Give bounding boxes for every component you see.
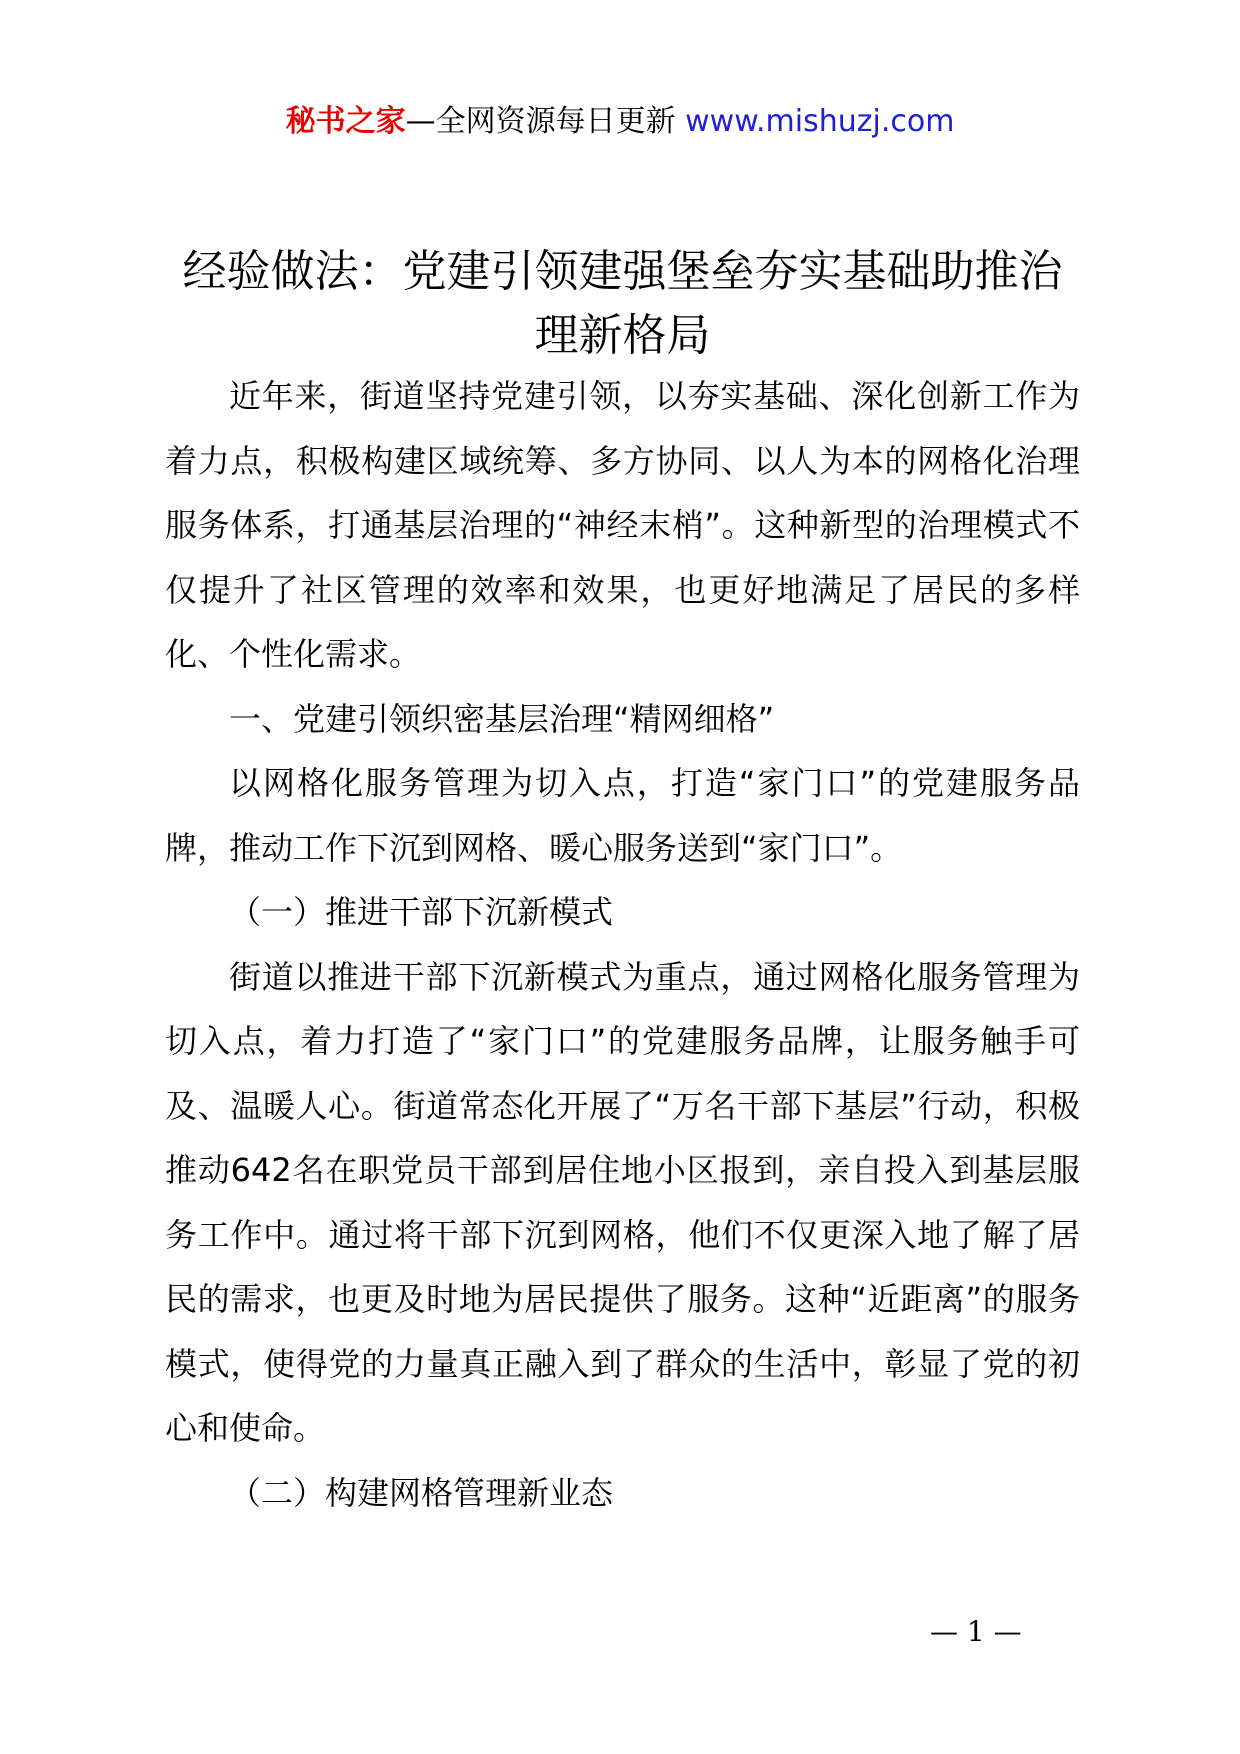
site-url-link[interactable]: www.mishuzj.com [685, 104, 955, 139]
paragraph-section-1: 以网格化服务管理为切入点，打造“家门口”的党建服务品牌，推动工作下沉到网格、暖心服务送到“家门口”。 [165, 764, 1080, 867]
heading-subsection-2: （二）构建网格管理新业态 [229, 1473, 614, 1512]
page-number: — 1 — [930, 1615, 1022, 1648]
heading-subsection-1: （一）推进干部下沉新模式 [229, 893, 614, 931]
site-header [0, 100, 1240, 144]
heading-section-1: 一、党建引领织密基层治理“精网细格” [229, 699, 775, 738]
site-slogan: —全网资源每日更新 [405, 104, 686, 139]
document-title: 经验做法：党建引领建强堡垒夯实基础助推治理新格局 [182, 246, 1063, 361]
document-body [165, 364, 1080, 1525]
site-name: 秘书之家 [285, 104, 406, 139]
paragraph-intro: 近年来，街道坚持党建引领，以夯实基础、深化创新工作为着力点，积极构建区域统筹、多方协同、以人为本的网格化治理服务体系，打通基层治理的“神经末梢”。这种新型的治理模式不仅提升了社区管理的效率和效果，也更好地满足了居民的多样化、个性化需求。 [165, 377, 1080, 673]
paragraph-subsection-1: 街道以推进干部下沉新模式为重点，通过网格化服务管理为切入点，着力打造了“家门口”的党建服务品牌，让服务触手可及、温暖人心。街道常态化开展了“万名干部下基层”行动，积极推动642名在职党员干部到居住地小区报到，亲自投入到基层服务工作中。通过将干部下沉到网格，他们不仅更深入地了解了居民的需求，也更及时地为居民提供了服务。这种“近距离”的服务模式，使得党的力量真正融入到了群众的生活中，彰显了党的初心和使命。 [165, 957, 1080, 1447]
